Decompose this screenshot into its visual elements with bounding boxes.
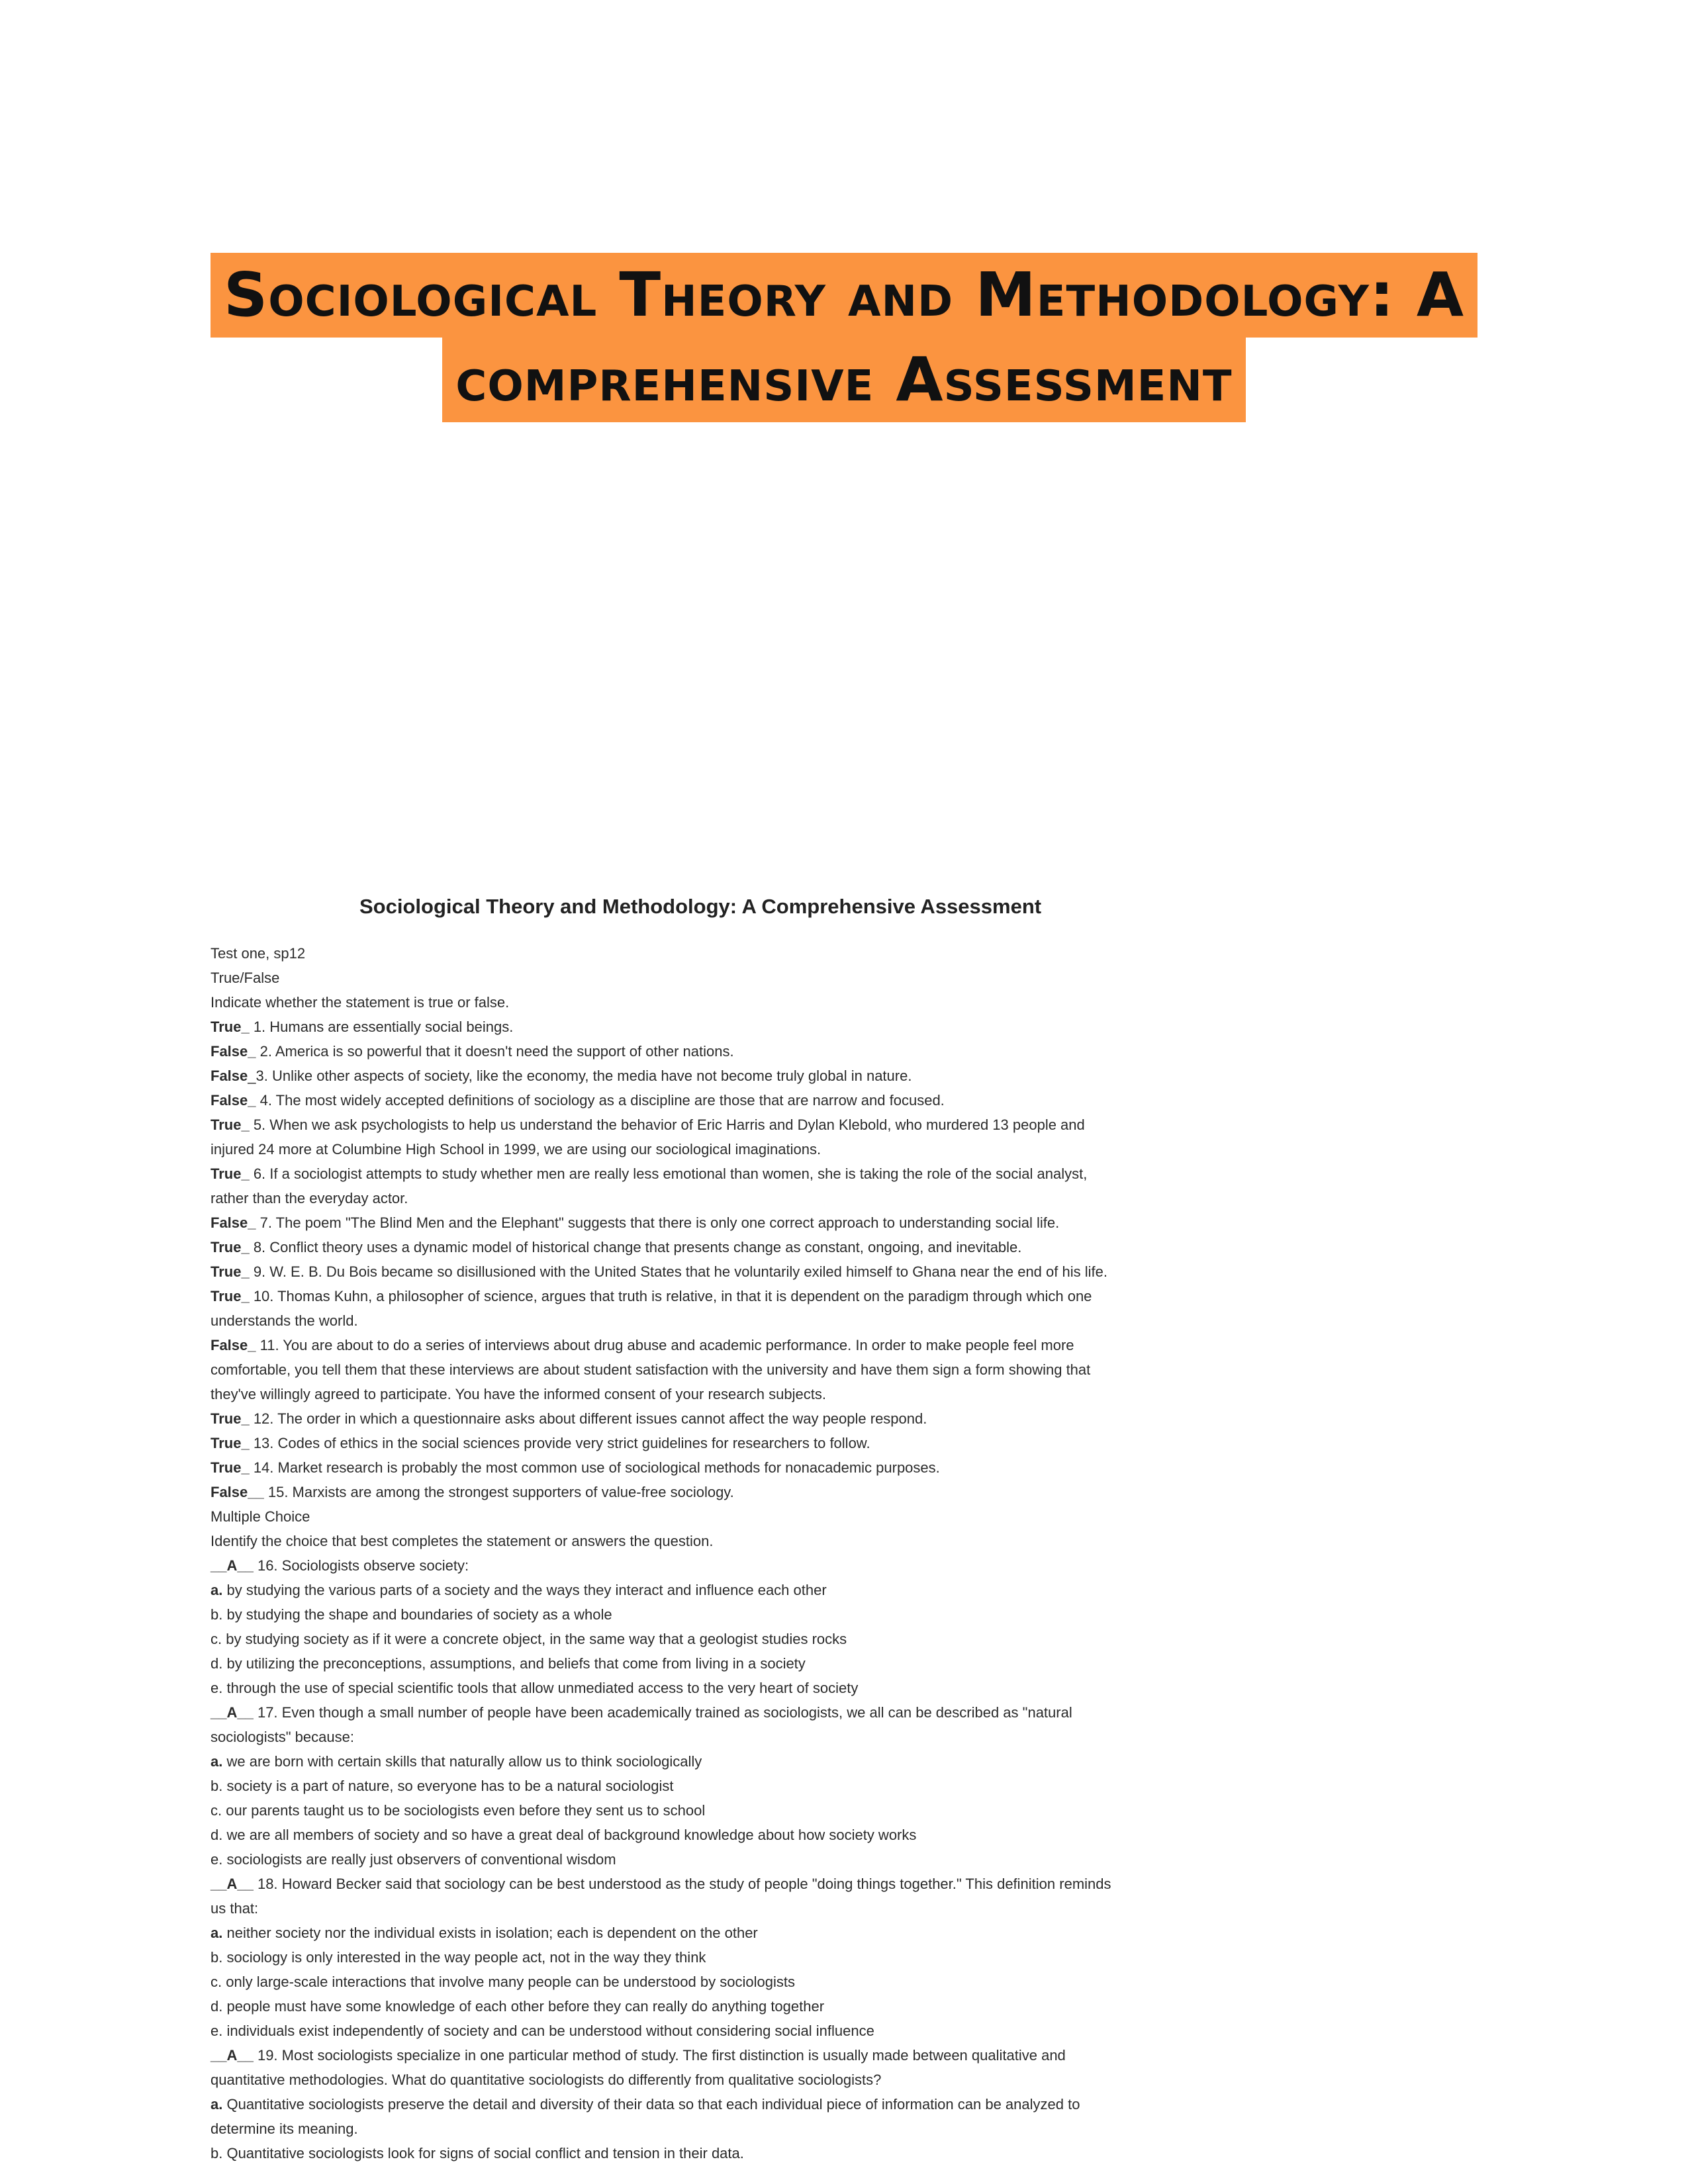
text-line — [211, 1284, 1243, 1308]
answer-mark: True_ — [211, 1263, 250, 1280]
answer-mark: True_ — [211, 1410, 250, 1427]
line-text: Indicate whether the statement is true or false. — [211, 994, 510, 1011]
line-text: c. only large-scale interactions that involve many people can be understood by sociologists — [211, 1974, 795, 1990]
answer-mark: __A__ — [211, 1557, 254, 1574]
line-text: Quantitative sociologists preserve the detail and diversity of their data so that each individual piece of information can be analyzed to — [222, 2096, 1080, 2113]
text-line — [211, 2068, 1243, 2092]
text-line — [211, 1137, 1243, 1161]
line-text: injured 24 more at Columbine High School in 1999, we are using our sociological imaginations. — [211, 1141, 821, 1158]
line-text: b. sociology is only interested in the way people act, not in the way they think — [211, 1949, 706, 1966]
answer-mark: False_ — [211, 1043, 256, 1060]
answer-mark: False_ — [211, 1337, 256, 1353]
text-line — [211, 1553, 1243, 1578]
text-line — [211, 1896, 1243, 1921]
text-line — [211, 2019, 1243, 2043]
line-text: 2. America is so powerful that it doesn't need the support of other nations. — [256, 1043, 734, 1060]
text-line — [211, 1064, 1243, 1088]
line-text: c. our parents taught us to be sociologists even before they sent us to school — [211, 1802, 706, 1819]
line-text: rather than the everyday actor. — [211, 1190, 408, 1206]
line-text: e. individuals exist independently of society and can be understood without considering social influence — [211, 2023, 874, 2039]
text-line — [211, 1431, 1243, 1455]
line-text: 18. Howard Becker said that sociology can be best understood as the study of people "doing things together." This definition reminds — [253, 1876, 1111, 1892]
text-line — [211, 1651, 1243, 1676]
text-line — [211, 1308, 1243, 1333]
text-line — [211, 1798, 1243, 1823]
title-line-1: Sociological Theory and Methodology: A — [211, 253, 1477, 338]
line-text: Multiple Choice — [211, 1508, 310, 1525]
line-text: 7. The poem "The Blind Men and the Elephant" suggests that there is only one correct approach to understanding social life. — [256, 1214, 1060, 1231]
text-line — [211, 1480, 1243, 1504]
text-line — [211, 1039, 1243, 1064]
line-text: 14. Market research is probably the most common use of sociological methods for nonacademic purposes. — [249, 1459, 940, 1476]
text-line — [211, 1627, 1243, 1651]
text-line — [211, 966, 1243, 990]
text-line — [211, 1113, 1243, 1137]
answer-mark: False_ — [211, 1092, 256, 1109]
scanned-page — [211, 895, 1243, 2165]
text-line — [211, 1872, 1243, 1896]
answer-mark: True_ — [211, 1165, 250, 1182]
text-line — [211, 2043, 1243, 2068]
text-line — [211, 1333, 1243, 1357]
text-line — [211, 990, 1243, 1015]
line-text: 1. Humans are essentially social beings. — [249, 1019, 514, 1035]
line-text: Identify the choice that best completes the statement or answers the question. — [211, 1533, 714, 1549]
text-line — [211, 1210, 1243, 1235]
line-text: 4. The most widely accepted definitions of sociology as a discipline are those that are narrow and focused. — [256, 1092, 945, 1109]
line-text: c. by studying society as if it were a concrete object, in the same way that a geologist studies rocks — [211, 1631, 847, 1647]
text-line — [211, 1921, 1243, 1945]
line-text: 6. If a sociologist attempts to study whether men are really less emotional than women, she is taking the role of the social analyst, — [249, 1165, 1088, 1182]
text-line — [211, 1161, 1243, 1186]
text-line — [211, 1994, 1243, 2019]
text-line — [211, 1504, 1243, 1529]
answer-mark: True_ — [211, 1435, 250, 1451]
text-line — [211, 1847, 1243, 1872]
line-text: comfortable, you tell them that these interviews are about student satisfaction with the university and have them sign a form showing that — [211, 1361, 1091, 1378]
text-line — [211, 1749, 1243, 1774]
line-text: d. people must have some knowledge of each other before they can really do anything together — [211, 1998, 825, 2015]
line-text: by studying the various parts of a society and the ways they interact and influence each other — [222, 1582, 827, 1598]
line-text: 5. When we ask psychologists to help us understand the behavior of Eric Harris and Dylan Klebold, who murdered 13 people and — [249, 1116, 1085, 1133]
text-line — [211, 2141, 1243, 2165]
text-line — [211, 1406, 1243, 1431]
text-line — [211, 1676, 1243, 1700]
text-line — [211, 1455, 1243, 1480]
line-text: Test one, sp12 — [211, 945, 306, 962]
line-text: 19. Most sociologists specialize in one particular method of study. The first distinction is usually made between qualitative and — [253, 2047, 1066, 2064]
line-text: understands the world. — [211, 1312, 358, 1329]
line-text: 16. Sociologists observe society: — [253, 1557, 469, 1574]
line-text: b. society is a part of nature, so everyone has to be a natural sociologist — [211, 1778, 674, 1794]
text-line — [211, 1945, 1243, 1970]
text-line — [211, 1186, 1243, 1210]
line-text: 8. Conflict theory uses a dynamic model of historical change that presents change as constant, ongoing, and inevitable. — [249, 1239, 1022, 1255]
text-line — [211, 1382, 1243, 1406]
line-text: determine its meaning. — [211, 2120, 358, 2137]
answer-mark: True_ — [211, 1459, 250, 1476]
line-text: True/False — [211, 970, 280, 986]
answer-mark: __A__ — [211, 2047, 254, 2064]
line-text: 11. You are about to do a series of interviews about drug abuse and academic performance. In order to make people feel more — [256, 1337, 1074, 1353]
line-text: b. by studying the shape and boundaries of society as a whole — [211, 1606, 612, 1623]
text-line — [211, 1700, 1243, 1725]
line-text: 17. Even though a small number of people have been academically trained as sociologists, we all can be described as "natural — [253, 1704, 1072, 1721]
line-text: 12. The order in which a questionnaire asks about different issues cannot affect the way people respond. — [249, 1410, 927, 1427]
text-line — [211, 1602, 1243, 1627]
answer-mark: True_ — [211, 1288, 250, 1304]
answer-mark: False_ — [211, 1214, 256, 1231]
answer-mark: True_ — [211, 1116, 250, 1133]
title-line-2: comprehensive Assessment — [442, 338, 1245, 422]
line-text: b. Quantitative sociologists look for signs of social conflict and tension in their data. — [211, 2145, 744, 2161]
line-text: they've willingly agreed to participate. You have the informed consent of your research subjects. — [211, 1386, 826, 1402]
answer-mark: a. — [211, 1753, 223, 1770]
line-text: d. by utilizing the preconceptions, assumptions, and beliefs that come from living in a society — [211, 1655, 806, 1672]
scan-heading: Sociological Theory and Methodology: A Comprehensive Assessment — [359, 895, 1042, 918]
answer-mark: __A__ — [211, 1704, 254, 1721]
text-line — [211, 1259, 1243, 1284]
line-text: 15. Marxists are among the strongest supporters of value-free sociology. — [263, 1484, 734, 1500]
text-line — [211, 1970, 1243, 1994]
line-text: quantitative methodologies. What do quantitative sociologists do differently from qualitative sociologists? — [211, 2071, 882, 2088]
line-text: us that: — [211, 1900, 259, 1917]
answer-mark: a. — [211, 1582, 223, 1598]
text-line — [211, 1088, 1243, 1113]
line-text: _3. Unlike other aspects of society, like the economy, the media have not become truly global in nature. — [248, 1068, 912, 1084]
line-text: we are born with certain skills that naturally allow us to think sociologically — [222, 1753, 702, 1770]
document-title — [0, 253, 1688, 422]
answer-mark: True_ — [211, 1019, 250, 1035]
line-text: 9. W. E. B. Du Bois became so disillusioned with the United States that he voluntarily exiled himself to Ghana near the end of his life. — [249, 1263, 1107, 1280]
answer-mark: a. — [211, 2096, 223, 2113]
text-line — [211, 2092, 1243, 2116]
line-text: neither society nor the individual exists in isolation; each is dependent on the other — [222, 1925, 758, 1941]
text-line — [211, 1529, 1243, 1553]
answer-mark: a. — [211, 1925, 223, 1941]
question-list — [211, 941, 1243, 2165]
text-line — [211, 2116, 1243, 2141]
line-text: e. through the use of special scientific tools that allow unmediated access to the very heart of society — [211, 1680, 859, 1696]
answer-mark: True_ — [211, 1239, 250, 1255]
text-line — [211, 1774, 1243, 1798]
text-line — [211, 1725, 1243, 1749]
line-text: 13. Codes of ethics in the social sciences provide very strict guidelines for researchers to follow. — [249, 1435, 870, 1451]
text-line — [211, 1357, 1243, 1382]
line-text: sociologists" because: — [211, 1729, 354, 1745]
answer-mark: False — [211, 1068, 248, 1084]
text-line — [211, 941, 1243, 966]
line-text: e. sociologists are really just observers of conventional wisdom — [211, 1851, 616, 1868]
text-line — [211, 1015, 1243, 1039]
text-line — [211, 1235, 1243, 1259]
text-line — [211, 1578, 1243, 1602]
line-text: d. we are all members of society and so have a great deal of background knowledge about how society works — [211, 1827, 917, 1843]
answer-mark: __A__ — [211, 1876, 254, 1892]
answer-mark: False__ — [211, 1484, 264, 1500]
text-line — [211, 1823, 1243, 1847]
line-text: 10. Thomas Kuhn, a philosopher of science, argues that truth is relative, in that it is dependent on the paradigm through which one — [249, 1288, 1092, 1304]
